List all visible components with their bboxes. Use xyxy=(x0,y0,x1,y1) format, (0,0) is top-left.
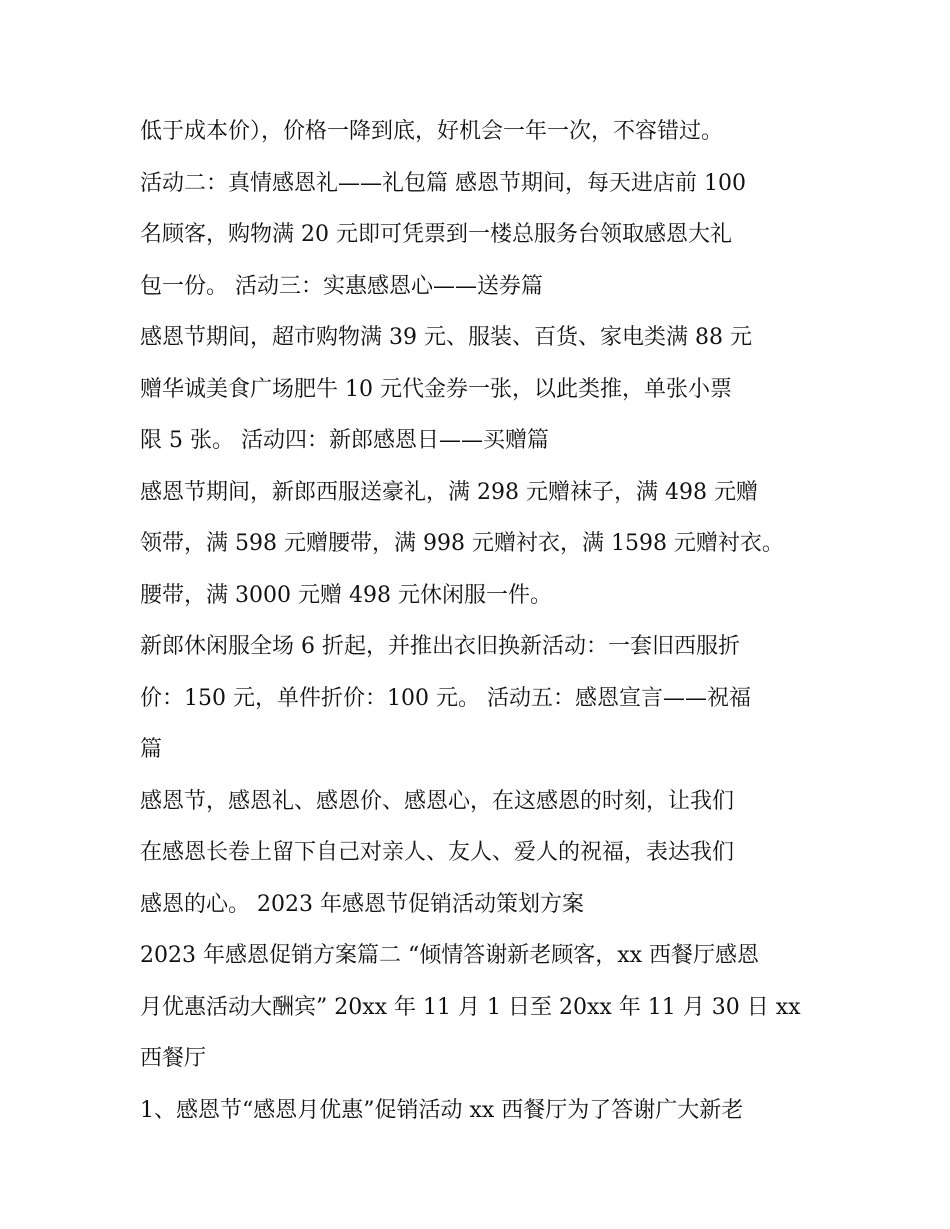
text-line: 篇 xyxy=(140,737,163,762)
text-line: 1、感恩节“感恩月优惠”促销活动 xx 西餐厅为了答谢广大新老 xyxy=(140,1097,744,1123)
text-line: 腰带，满 3000 元赠 498 元休闲服一件。 xyxy=(140,582,552,608)
text-line: 月优惠活动大酬宾” 20xx 年 11 月 1 日至 20xx 年 11 月 30 日 xx xyxy=(140,994,801,1020)
text-line: 感恩节期间，超市购物满 39 元、服装、百货、家电类满 88 元 xyxy=(140,325,752,350)
text-line: 包一份。 活动三：实惠感恩心——送券篇 xyxy=(140,273,543,299)
body-text xyxy=(140,106,830,1136)
text-line: 领带，满 598 元赠腰带，满 998 元赠衬衣，满 1598 元赠衬衣。 xyxy=(140,531,784,556)
text-line: 赠华诚美食广场肥牛 10 元代金券一张，以此类推，单张小票 xyxy=(140,376,732,402)
text-line: 限 5 张。 活动四：新郎感恩日——买赠篇 xyxy=(140,428,549,453)
text-line: 感恩的心。 2023 年感恩节促销活动策划方案 xyxy=(140,891,584,917)
text-line: 2023 年感恩促销方案篇二 “倾情答谢新老顾客，xx 西餐厅感恩 xyxy=(140,943,760,968)
text-line: 感恩节，感恩礼、感恩价、感恩心，在这感恩的时刻，让我们 xyxy=(140,788,735,814)
text-line: 感恩节期间，新郎西服送豪礼，满 298 元赠袜子，满 498 元赠 xyxy=(140,479,758,505)
text-line: 新郎休闲服全场 6 折起，并推出衣旧换新活动：一套旧西服折 xyxy=(140,634,740,659)
text-line: 活动二：真情感恩礼——礼包篇 感恩节期间，每天进店前 100 xyxy=(140,170,746,196)
text-line: 在感恩长卷上留下自己对亲人、友人、爱人的祝福，表达我们 xyxy=(140,840,735,865)
text-line: 名顾客，购物满 20 元即可凭票到一楼总服务台领取感恩大礼 xyxy=(140,222,732,247)
text-line: 低于成本价），价格一降到底，好机会一年一次，不容错过。 xyxy=(140,119,724,144)
text-line: 西餐厅 xyxy=(140,1046,207,1071)
text-line: 价：150 元，单件折价：100 元。 活动五：感恩宣言——祝福 xyxy=(140,685,751,711)
